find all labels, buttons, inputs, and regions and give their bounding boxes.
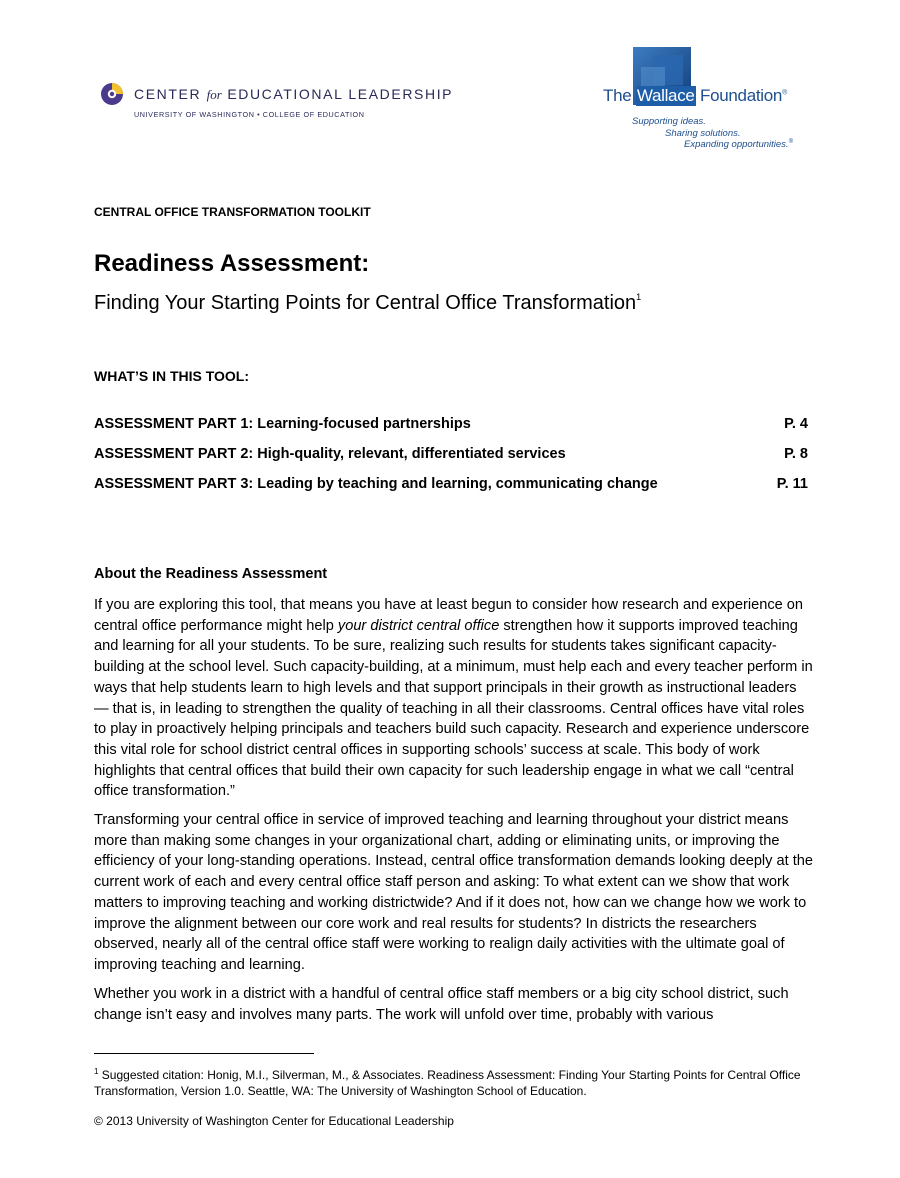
wallace-tagline-2: Sharing solutions. bbox=[665, 128, 741, 139]
toc-page: P. 11 bbox=[776, 476, 808, 492]
toolkit-label: CENTRAL OFFICE TRANSFORMATION TOOLKIT bbox=[94, 205, 371, 219]
toc-row bbox=[94, 446, 808, 462]
footnote: $^1$ Suggested citation: Honig, M.I., Silverman, M., & Associates. Readiness Assessment: Finding Your Starting Points for Central Office Transformation, Version 1.0. Seattle, WA: The University of Washington School of Education. bbox=[94, 1067, 801, 1098]
wallace-tagline-3: Expanding opportunities.® bbox=[684, 139, 793, 151]
section-heading-about: About the Readiness Assessment bbox=[94, 566, 328, 582]
paragraph-1: If you are exploring this tool, that means you have at least begun to consider how research and experience on central office performance might help your district central office strengthen how it supports improved teaching and learning for all your students. To be sure, realizing such results for students takes significant capacity-building at the school level. Such capacity-building, at a minimum, must help each and every teacher perform in ways that help students learn to high levels and that support principals in their growth as instructional leaders — that is, in leading to strengthen the quality of teaching in all their classrooms. Central offices have vital roles to play in proactively helping principals and teachers build such capacity. Research and experience underscore this vital role for school district central offices in supporting schools’ success at scale. This body of work highlights that central offices that build their own capacity for such leadership engage in what we call “central office transformation.” bbox=[94, 597, 813, 800]
toc-row bbox=[94, 416, 808, 432]
paragraph-2: Transforming your central office in service of improved teaching and learning throughout your district means more than making some changes in your organizational chart, adding or eliminating units, or improving the efficiency of your long-standing operations. Instead, central office transformation demands looking deeply at the current work of each and every central office staff person and asking: To what extent can we show that work matters to improving teaching and working districtwide? And if it does not, how can we change how we work to improve the alignment between our core work and real results for students? In districts the researchers observed, nearly all of the central office staff were working to realign daily activities with the ultimate goal of improving teaching and learning. bbox=[94, 812, 814, 973]
toc-page: P. 4 bbox=[784, 416, 808, 432]
cel-logo-name: CENTER for EDUCATIONAL LEADERSHIP bbox=[134, 86, 454, 102]
wallace-logo-name: The Wallace Foundation® bbox=[603, 86, 787, 105]
copyright: © 2013 University of Washington Center for Educational Leadership bbox=[94, 1114, 454, 1128]
footnote-divider bbox=[94, 1053, 314, 1054]
toc-label: ASSESSMENT PART 1: Learning-focused partnerships bbox=[94, 416, 471, 432]
toc-page: P. 8 bbox=[784, 446, 808, 462]
section-heading-whats-in: WHAT’S IN THIS TOOL: bbox=[94, 368, 250, 384]
wallace-tagline-1: Supporting ideas. bbox=[632, 116, 706, 127]
cel-logo-affiliation: UNIVERSITY OF WASHINGTON • COLLEGE OF EDUCATION bbox=[134, 110, 365, 119]
toc-row bbox=[94, 476, 808, 492]
toc-label: ASSESSMENT PART 3: Leading by teaching and learning, communicating change bbox=[94, 476, 658, 492]
paragraph-3: Whether you work in a district with a handful of central office staff members or a big city school district, such change isn’t easy and involves many parts. The work will unfold over time, probably with various bbox=[94, 986, 789, 1023]
page-subtitle: Finding Your Starting Points for Central Office Transformation$^1$ bbox=[94, 292, 642, 314]
cel-logo-icon bbox=[100, 82, 124, 106]
page-title: Readiness Assessment: bbox=[94, 250, 370, 277]
toc-label: ASSESSMENT PART 2: High-quality, relevant, differentiated services bbox=[94, 446, 566, 462]
footnote-reference: 1 bbox=[636, 292, 642, 302]
